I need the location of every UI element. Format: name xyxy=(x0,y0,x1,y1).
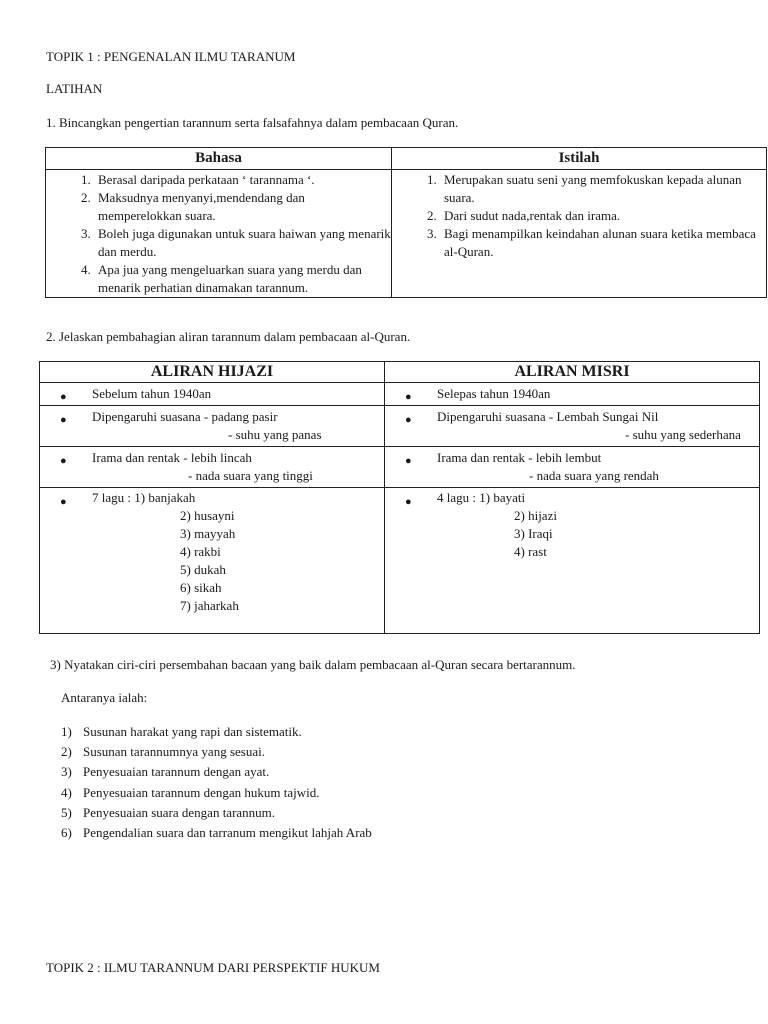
ciri-text: Penyesuaian suara dengan tarannum. xyxy=(83,804,276,820)
ciri-item xyxy=(61,762,372,782)
bullet-icon: ● xyxy=(60,391,67,403)
ciri-item xyxy=(61,803,372,823)
misri-nada: - nada suara yang rendah xyxy=(529,468,659,483)
hijazi-lagu-item: 3) mayyah xyxy=(180,526,236,541)
ciri-text: Penyesuaian tarannum dengan ayat. xyxy=(83,764,270,780)
istilah-cell xyxy=(392,170,767,298)
misri-irama-cell xyxy=(385,447,760,488)
bullet-icon: ● xyxy=(405,455,412,467)
hijazi-irama: Irama dan rentak - lebih lincah xyxy=(92,450,252,465)
ciri-item xyxy=(61,742,372,762)
istilah-item: 2. Dari sudut nada,rentak dan irama. xyxy=(440,207,766,225)
istilah-item: 3. Bagi menampilkan keindahan alunan suara ketika membaca al-Quran. xyxy=(440,225,766,261)
misri-suhu: - suhu yang sederhana xyxy=(625,427,741,442)
hijazi-period: Sebelum tahun 1940an xyxy=(92,386,212,401)
bullet-icon: ● xyxy=(60,414,67,426)
misri-suasana-cell xyxy=(385,406,760,447)
misri-lagu-item: 3) Iraqi xyxy=(514,526,553,541)
ciri-number: 6) xyxy=(61,825,72,841)
misri-lagu-cell xyxy=(385,488,760,634)
topic-2-heading: TOPIK 2 : ILMU TARANNUM DARI PERSPEKTIF HUKUM xyxy=(46,960,380,975)
misri-lagu-item: 4) rast xyxy=(514,544,547,559)
ciri-number: 2) xyxy=(61,744,72,760)
ciri-item xyxy=(61,823,372,843)
misri-period-cell xyxy=(385,383,760,406)
bahasa-item: 4. Apa jua yang mengeluarkan suara yang merdu dan menarik perhatian dinamakan tarannum. xyxy=(94,261,391,297)
bahasa-cell xyxy=(46,170,392,298)
question-2: 2. Jelaskan pembahagian aliran tarannum dalam pembacaan al-Quran. xyxy=(46,329,411,344)
istilah-header: Istilah xyxy=(392,148,767,170)
bahasa-istilah-table xyxy=(45,147,767,298)
aliran-hijazi-header: ALIRAN HIJAZI xyxy=(40,362,385,383)
misri-lagu-item: 1) bayati xyxy=(479,490,526,505)
misri-lagu-prefix: 4 lagu : xyxy=(437,490,476,505)
ciri-list xyxy=(61,722,372,843)
topic-1-heading: TOPIK 1 : PENGENALAN ILMU TARANUM xyxy=(46,49,296,64)
hijazi-lagu-item: 4) rakbi xyxy=(180,544,221,559)
bahasa-item: 1. Berasal daripada perkataan ‘ tarannama ‘. xyxy=(94,171,391,189)
hijazi-suhu: - suhu yang panas xyxy=(228,427,322,442)
ciri-text: Susunan tarannumnya yang sesuai. xyxy=(83,744,265,760)
hijazi-lagu-prefix: 7 lagu : xyxy=(92,490,131,505)
hijazi-lagu-item: 2) husayni xyxy=(180,508,235,523)
ciri-number: 3) xyxy=(61,764,72,780)
misri-irama: Irama dan rentak - lebih lembut xyxy=(437,450,602,465)
ciri-item xyxy=(61,722,372,742)
hijazi-period-cell xyxy=(40,383,385,406)
aliran-misri-header: ALIRAN MISRI xyxy=(385,362,760,383)
istilah-item: 1. Merupakan suatu seni yang memfokuskan kepada alunan suara. xyxy=(440,171,766,207)
bullet-icon: ● xyxy=(60,455,67,467)
question-1: 1. Bincangkan pengertian tarannum serta falsafahnya dalam pembacaan Quran. xyxy=(46,115,459,130)
ciri-text: Pengendalian suara dan tarranum mengikut lahjah Arab xyxy=(83,825,372,841)
question-3: 3) Nyatakan ciri-ciri persembahan bacaan yang baik dalam pembacaan al-Quran secara bertarannum. xyxy=(50,657,576,672)
hijazi-suasana-cell xyxy=(40,406,385,447)
hijazi-lagu-cell xyxy=(40,488,385,634)
bullet-icon: ● xyxy=(405,391,412,403)
ciri-item xyxy=(61,783,372,803)
bullet-icon: ● xyxy=(405,414,412,426)
misri-suasana: Dipengaruhi suasana - Lembah Sungai Nil xyxy=(437,409,659,424)
latihan-heading: LATIHAN xyxy=(46,81,103,96)
hijazi-nada: - nada suara yang tinggi xyxy=(188,468,313,483)
hijazi-lagu-item: 1) banjakah xyxy=(134,490,196,505)
hijazi-lagu-item: 7) jaharkah xyxy=(180,598,239,613)
ciri-text: Penyesuaian tarannum dengan hukum tajwid. xyxy=(83,784,320,800)
ciri-number: 1) xyxy=(61,724,72,739)
bahasa-item: 2. Maksudnya menyanyi,mendendang dan memperelokkan suara. xyxy=(94,189,391,225)
hijazi-lagu-item: 5) dukah xyxy=(180,562,226,577)
bahasa-header: Bahasa xyxy=(46,148,392,170)
ciri-text: Susunan harakat yang rapi dan sistematik. xyxy=(83,724,302,739)
hijazi-lagu-item: 6) sikah xyxy=(180,580,222,595)
bullet-icon: ● xyxy=(60,496,67,508)
misri-lagu-item: 2) hijazi xyxy=(514,508,557,523)
hijazi-suasana: Dipengaruhi suasana - padang pasir xyxy=(92,409,278,424)
bullet-icon: ● xyxy=(405,496,412,508)
antaranya-label: Antaranya ialah: xyxy=(61,690,148,705)
hijazi-irama-cell xyxy=(40,447,385,488)
ciri-number: 5) xyxy=(61,804,72,820)
misri-period: Selepas tahun 1940an xyxy=(437,386,551,401)
bahasa-item: 3. Boleh juga digunakan untuk suara haiwan yang menarik dan merdu. xyxy=(94,225,391,261)
aliran-table xyxy=(39,361,760,634)
ciri-number: 4) xyxy=(61,784,72,800)
